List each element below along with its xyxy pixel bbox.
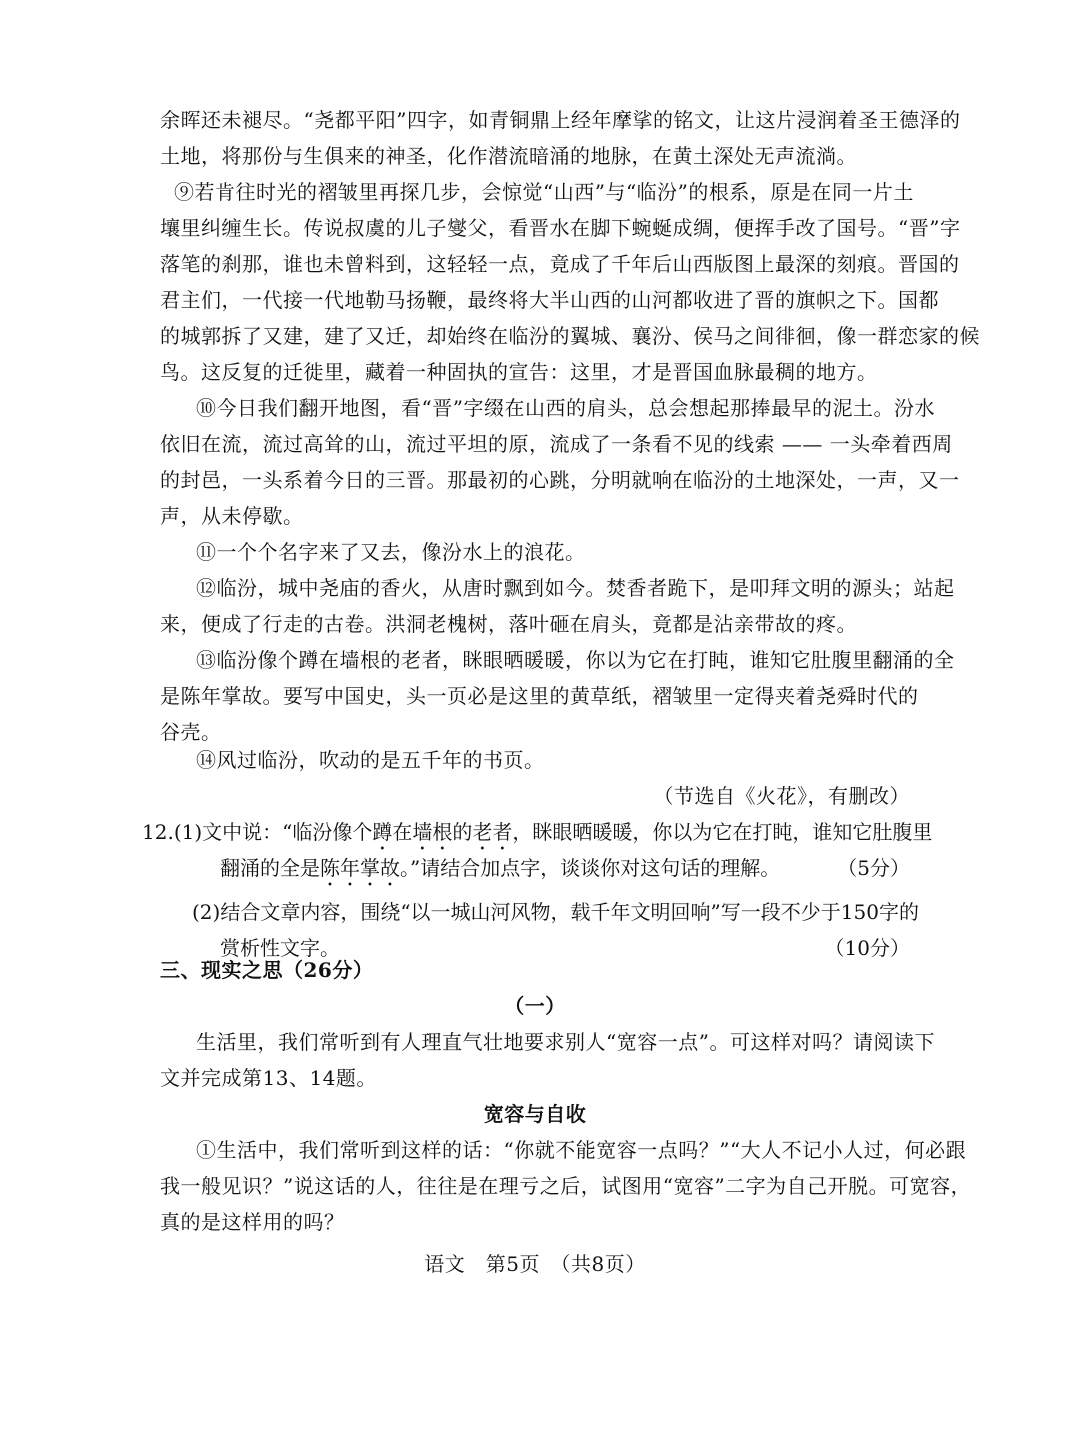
section-heading xyxy=(160,952,910,988)
q12-line-1 xyxy=(142,814,933,850)
section-title: 三、现实之思（26分） xyxy=(160,958,374,982)
article-title xyxy=(160,1096,910,1132)
text-line: ⑩今日我们翻开地图，看“晋”字缀在山西的肩头，总会想起那捧最早的泥土。汾水 xyxy=(196,396,935,420)
text-line: 鸟。这反复的迁徙里，藏着一种固执的宣告：这里，才是晋国血脉最稠的地方。 xyxy=(160,360,878,384)
emphasis-char: 墙根 xyxy=(412,820,453,844)
text-line: 壤里纠缠生长。传说叔虞的儿子燮父，看晋水在脚下蜿蜒成绸，便挥手改了国号。“晋”字 xyxy=(160,216,961,240)
text-line: 君主们，一代接一代地勒马扬鞭，最终将大半山西的山河都收进了晋的旗帜之下。国都 xyxy=(160,288,939,312)
text-line: 余晖还未褪尽。“尧都平阳”四字，如青铜鼎上经年摩挲的铭文，让这片浸润着圣王德泽的 xyxy=(160,108,961,132)
text-line: ⑨若肯往时光的褶皱里再探几步，会惊觉“山西”与“临汾”的根系，原是在同一片土 xyxy=(174,180,914,204)
text-line: 谷壳。 xyxy=(160,720,222,744)
text-line: 来，便成了行走的古卷。洪洞老槐树，落叶砸在肩头，竟都是沾亲带故的疼。 xyxy=(160,612,857,636)
q12-text: ，眯眼晒暖暖，你以为它在打盹，谁知它肚腹里 xyxy=(512,820,933,844)
q12-text: (1)文中说：“临汾像个 xyxy=(173,820,373,844)
text-line: ⑭风过临汾，吹动的是五千年的书页。 xyxy=(196,748,545,772)
score-label: （10分） xyxy=(824,936,910,960)
text-line: 的封邑，一头系着今日的三晋。那最初的心跳，分明就响在临汾的土地深处，一声，又一 xyxy=(160,468,960,492)
text-line: 声，从未停歇。 xyxy=(160,504,304,528)
subsection-heading xyxy=(160,988,910,1024)
q12-line-3 xyxy=(142,894,919,930)
text-line: 文并完成第13、14题。 xyxy=(160,1066,377,1090)
text-line: 是陈年掌故。要写中国史，头一页必是这里的黄草纸，褶皱里一定得夹着尧舜时代的 xyxy=(160,684,919,708)
q12-text: 的 xyxy=(452,820,473,844)
text-line: 真的是这样用的吗？ xyxy=(160,1210,345,1234)
q12-text: 在 xyxy=(392,820,413,844)
text-line: ⑫临汾，城中尧庙的香火，从唐时飘到如今。焚香者跪下，是叩拜文明的源头；站起 xyxy=(196,576,955,600)
q12-text: (2)结合文章内容，围绕“以一城山河风物，载千年文明回响”写一段不少于150字的 xyxy=(192,900,919,924)
text-line: 生活里，我们常听到有人理直气壮地要求别人“宽容一点”。可这样对吗？请阅读下 xyxy=(196,1030,935,1054)
subsection-title: （一） xyxy=(504,994,566,1018)
q12-text: 。”请结合加点字，谈谈你对这句话的理解。 xyxy=(400,856,781,880)
paragraph-9 xyxy=(160,174,980,390)
emphasis-char: 陈年掌故 xyxy=(320,856,400,880)
title-text: 宽容与自收 xyxy=(483,1102,587,1126)
section-intro xyxy=(160,1024,935,1096)
q12-text: 赏析性文字。 xyxy=(220,936,340,960)
page-footer xyxy=(160,1246,910,1282)
text-line: 落笔的刹那，谁也未曾料到，这轻轻一点，竟成了千年后山西版图上最深的刻痕。晋国的 xyxy=(160,252,960,276)
q12-text: 翻涌的全是 xyxy=(220,856,320,880)
question-number: 12. xyxy=(142,820,174,844)
source-note xyxy=(160,778,910,814)
q12-line-2 xyxy=(142,850,910,886)
paragraph-8 xyxy=(160,102,961,174)
paragraph-12 xyxy=(160,570,955,642)
paragraph-14 xyxy=(160,742,910,778)
text-line: 我一般见识？”说这话的人，往往是在理亏之后，试图用“宽容”二字为自己开脱。可宽容， xyxy=(160,1174,972,1198)
text-line: ⑬临汾像个蹲在墙根的老者，眯眼晒暖暖，你以为它在打盹，谁知它肚腹里翻涌的全 xyxy=(196,648,955,672)
emphasis-char: 蹲 xyxy=(372,820,393,844)
text-line: 土地，将那份与生俱来的神圣，化作潜流暗涌的地脉，在黄土深处无声流淌。 xyxy=(160,144,857,168)
score-label: （5分） xyxy=(837,856,910,880)
paragraph-11 xyxy=(160,534,910,570)
source-text: （节选自《火花》，有删改） xyxy=(653,784,910,808)
text-line: 的城郭拆了又建，建了又迁，却始终在临汾的翼城、襄汾、侯马之间徘徊，像一群恋家的候 xyxy=(160,324,980,348)
footer-text: 语文 第5页 （共8页） xyxy=(424,1252,646,1276)
text-line: ①生活中，我们常听到这样的话：“你就不能宽容一点吗？”“大人不记小人过，何必跟 xyxy=(196,1138,967,1162)
text-line: ⑪一个个名字来了又去，像汾水上的浪花。 xyxy=(196,540,586,564)
paragraph-10 xyxy=(160,390,960,534)
emphasis-char: 老者 xyxy=(472,820,513,844)
paragraph-13 xyxy=(160,642,955,750)
text-line: 依旧在流，流过高耸的山，流过平坦的原，流成了一条看不见的线索 —— 一头牵着西周 xyxy=(160,432,953,456)
article-paragraph-1 xyxy=(160,1132,972,1240)
question-12 xyxy=(142,814,933,966)
